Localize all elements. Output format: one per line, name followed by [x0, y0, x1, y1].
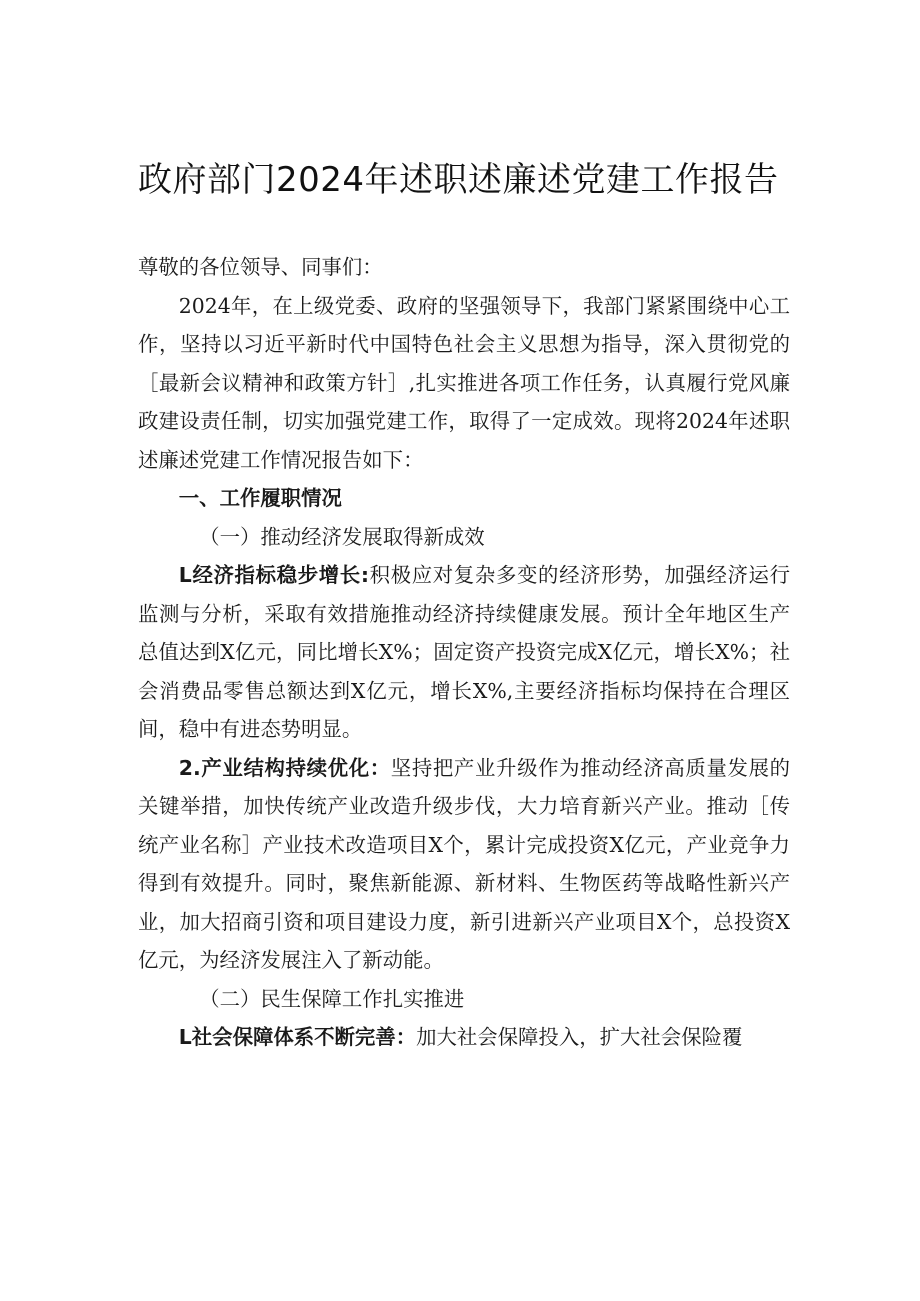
paragraph-text: 积极应对复杂多变的经济形势，加强经济运行监测与分析，采取有效措施推动经济持续健康发展。预计全年地区生产总值达到X亿元，同比增长X%；固定资产投资完成X亿元，增长X%；社会消费品零售总额达到X亿元，增长X%,主要经济指标均保持在合理区间，稳中有进态势明显。 [138, 563, 790, 741]
document-title: 政府部门2024年述职述廉述党建工作报告 [138, 160, 779, 200]
paragraph-text: 加大社会保障投入，扩大社会保险覆 [416, 1025, 743, 1049]
paragraph-lead: L社会保障体系不断完善： [178, 1025, 417, 1049]
document-body [138, 248, 790, 1057]
paragraph-text: 坚持把产业升级作为推动经济高质量发展的关键举措，加快传统产业改造升级步伐，大力培育新兴产业。推动［传统产业名称］产业技术改造项目X个，累计完成投资X亿元，产业竞争力得到有效提升。同时，聚焦新能源、新材料、生物医药等战略性新兴产业，加大招商引资和项目建设力度，新引进新兴产业项目X个，总投资X亿元，为经济发展注入了新动能。 [138, 755, 790, 972]
subsection-heading: （二）民生保障工作扎实推进 [199, 986, 465, 1011]
paragraph-economic-indicators [138, 556, 790, 749]
subsection-heading: （一）推动经济发展取得新成效 [199, 524, 485, 549]
salutation: 尊敬的各位领导、同事们： [138, 255, 383, 279]
section-heading: 一、工作履职情况 [178, 486, 342, 510]
paragraph-lead: 2.产业结构持续优化： [178, 755, 391, 780]
paragraph-industrial-structure [138, 749, 790, 980]
intro-paragraph: 2024年，在上级党委、政府的坚强领导下，我部门紧紧围绕中心工作，坚持以习近平新时代中国特色社会主义思想为指导，深入贯彻党的［最新会议精神和政策方针］,扎实推进各项工作任务，认真履行党风廉政建设责任制，切实加强党建工作，取得了一定成效。现将2024年述职述廉述党建工作情况报告如下： [138, 293, 790, 472]
paragraph-social-security [138, 1018, 790, 1057]
paragraph-lead: L经济指标稳步增长: [178, 563, 369, 587]
